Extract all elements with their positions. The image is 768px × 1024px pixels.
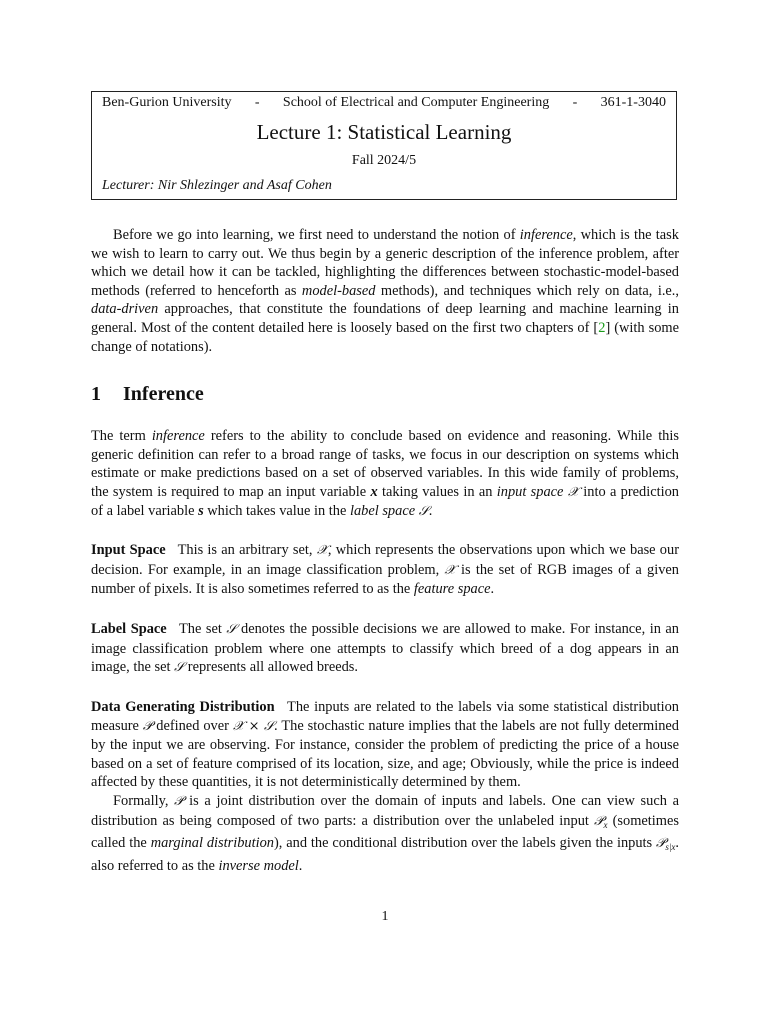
paragraph-heading: Input Space — [91, 542, 166, 558]
page-number: 1 — [381, 909, 389, 924]
school-name: School of Electrical and Computer Engineering — [282, 95, 550, 110]
text: is a joint distribution over the domain of inputs and labels. One can view such a distribution as being composed of two parts: a distribution over the unlabeled input — [91, 793, 679, 829]
math-symbol: 𝒮 — [418, 504, 429, 520]
header-separator: - — [254, 95, 260, 110]
text: , which is the task we wish to learn to carry out. We thus begin by a generic description of the inference problem, after which we detail how it can be tackled, highlighting the differences between stochastic-model-based methods (referred to henceforth as — [91, 227, 679, 299]
emphasis: inference — [151, 428, 205, 444]
math-symbol: 𝒮 — [174, 660, 185, 676]
text: which takes value in the — [203, 503, 350, 520]
text: is the set of RGB images of a given number of pixels. It is also sometimes referred to as the — [91, 561, 679, 598]
math-subscript: x — [603, 819, 608, 830]
text: The set — [178, 621, 227, 637]
lecture-title: Lecture 1: Statistical Learning — [256, 120, 512, 144]
formally-paragraph — [91, 792, 679, 875]
text: methods), and techniques which rely on data, i.e., — [375, 282, 680, 299]
math-symbol: x — [370, 483, 378, 500]
lecture-header-box — [91, 91, 677, 200]
math-symbol: 𝒫 — [656, 836, 666, 852]
emphasis: inference — [519, 227, 573, 243]
math-subscript: s|x — [665, 842, 676, 853]
emphasis: label space — [349, 503, 416, 520]
data-generating-paragraph — [91, 698, 679, 792]
paragraph-heading: Label Space — [91, 621, 167, 637]
text: represents all allowed breeds. — [184, 659, 359, 676]
citation-link[interactable]: 2 — [598, 319, 606, 336]
math-symbol: 𝒳 — [316, 543, 328, 558]
emphasis: model-based — [301, 282, 376, 299]
text: . — [490, 581, 495, 598]
header-separator: - — [572, 95, 578, 110]
section-number: 1 — [91, 383, 101, 405]
text: ] (with some change of notations). — [91, 319, 679, 355]
emphasis: data-driven — [91, 301, 159, 318]
inference-paragraph — [91, 427, 679, 522]
text: taking values in an — [377, 483, 497, 500]
text: . — [428, 503, 433, 520]
text: Formally, — [113, 793, 175, 809]
text: refers to the ability to conclude based on evidence and reasoning. While this generic definition can refer to a broad range of tasks, we focus in our description on systems which estimate or make predictions based on a set of observed variables. In this wide family of problems, the system is required to map an input variable — [91, 428, 679, 500]
lecturer-line: Lecturer: Nir Shlezinger and Asaf Cohen — [102, 178, 332, 193]
math-symbol: 𝒳 — [567, 484, 579, 500]
section-title: Inference — [123, 383, 204, 405]
math-symbol: 𝒫 — [142, 718, 153, 734]
paragraph-heading: Data Generating Distribution — [91, 699, 275, 715]
text: . also referred to as the — [91, 835, 679, 874]
input-space-paragraph — [91, 541, 679, 599]
course-number: 361-1-3040 — [600, 95, 666, 110]
text: denotes the possible decisions we are allowed to make. For instance, in an image classification problem where one attempts to classify which breed of a dog appears in an image, the set — [91, 621, 680, 676]
text: (sometimes called the — [91, 812, 679, 852]
label-space-paragraph — [91, 620, 679, 678]
emphasis: marginal distribution — [150, 835, 274, 852]
header-top-line — [102, 95, 666, 111]
math-symbol: s — [198, 503, 204, 520]
text: . The stochastic nature implies that the labels are not fully determined by the input we are observing. For instance, consider the problem of predicting the price of a house based on a set of feature comprised of its location, size, and age; Obviously, while the price is indeed affected by these quantities, it is not deterministically determined by them. — [91, 717, 679, 791]
text: into a prediction of a label variable — [91, 483, 680, 520]
text: ), and the conditional distribution over the labels given the inputs — [274, 835, 657, 852]
text: This is an arbitrary set, — [177, 542, 317, 558]
text: The term — [91, 428, 152, 444]
text: , which represents the observations upon which we base our decision. For example, in an image classification problem, — [91, 542, 679, 578]
emphasis: feature space — [413, 581, 491, 598]
math-symbol: 𝒳 — [444, 562, 456, 578]
math-symbol: 𝒫 — [174, 794, 184, 809]
text: The inputs are related to the labels via some statistical distribution measure — [91, 699, 679, 734]
emphasis: input space — [496, 483, 564, 500]
math-symbol: 𝒫 — [594, 813, 604, 829]
text: . — [298, 857, 303, 874]
section-heading — [91, 383, 204, 406]
text: Before we go into learning, we first need to understand the notion of — [113, 227, 520, 243]
university-name: Ben-Gurion University — [102, 95, 232, 110]
math-symbol: 𝒮 — [226, 622, 237, 637]
text: approaches, that constitute the foundations of deep learning and machine learning in general. Most of the content detailed here is loosely based on the first two chapters of [ — [91, 301, 679, 336]
emphasis: inverse model — [218, 857, 299, 874]
lecture-term: Fall 2024/5 — [351, 153, 417, 168]
text: defined over — [152, 717, 233, 734]
intro-paragraph — [91, 226, 679, 356]
math-symbol: 𝒳 × 𝒮 — [232, 718, 275, 734]
